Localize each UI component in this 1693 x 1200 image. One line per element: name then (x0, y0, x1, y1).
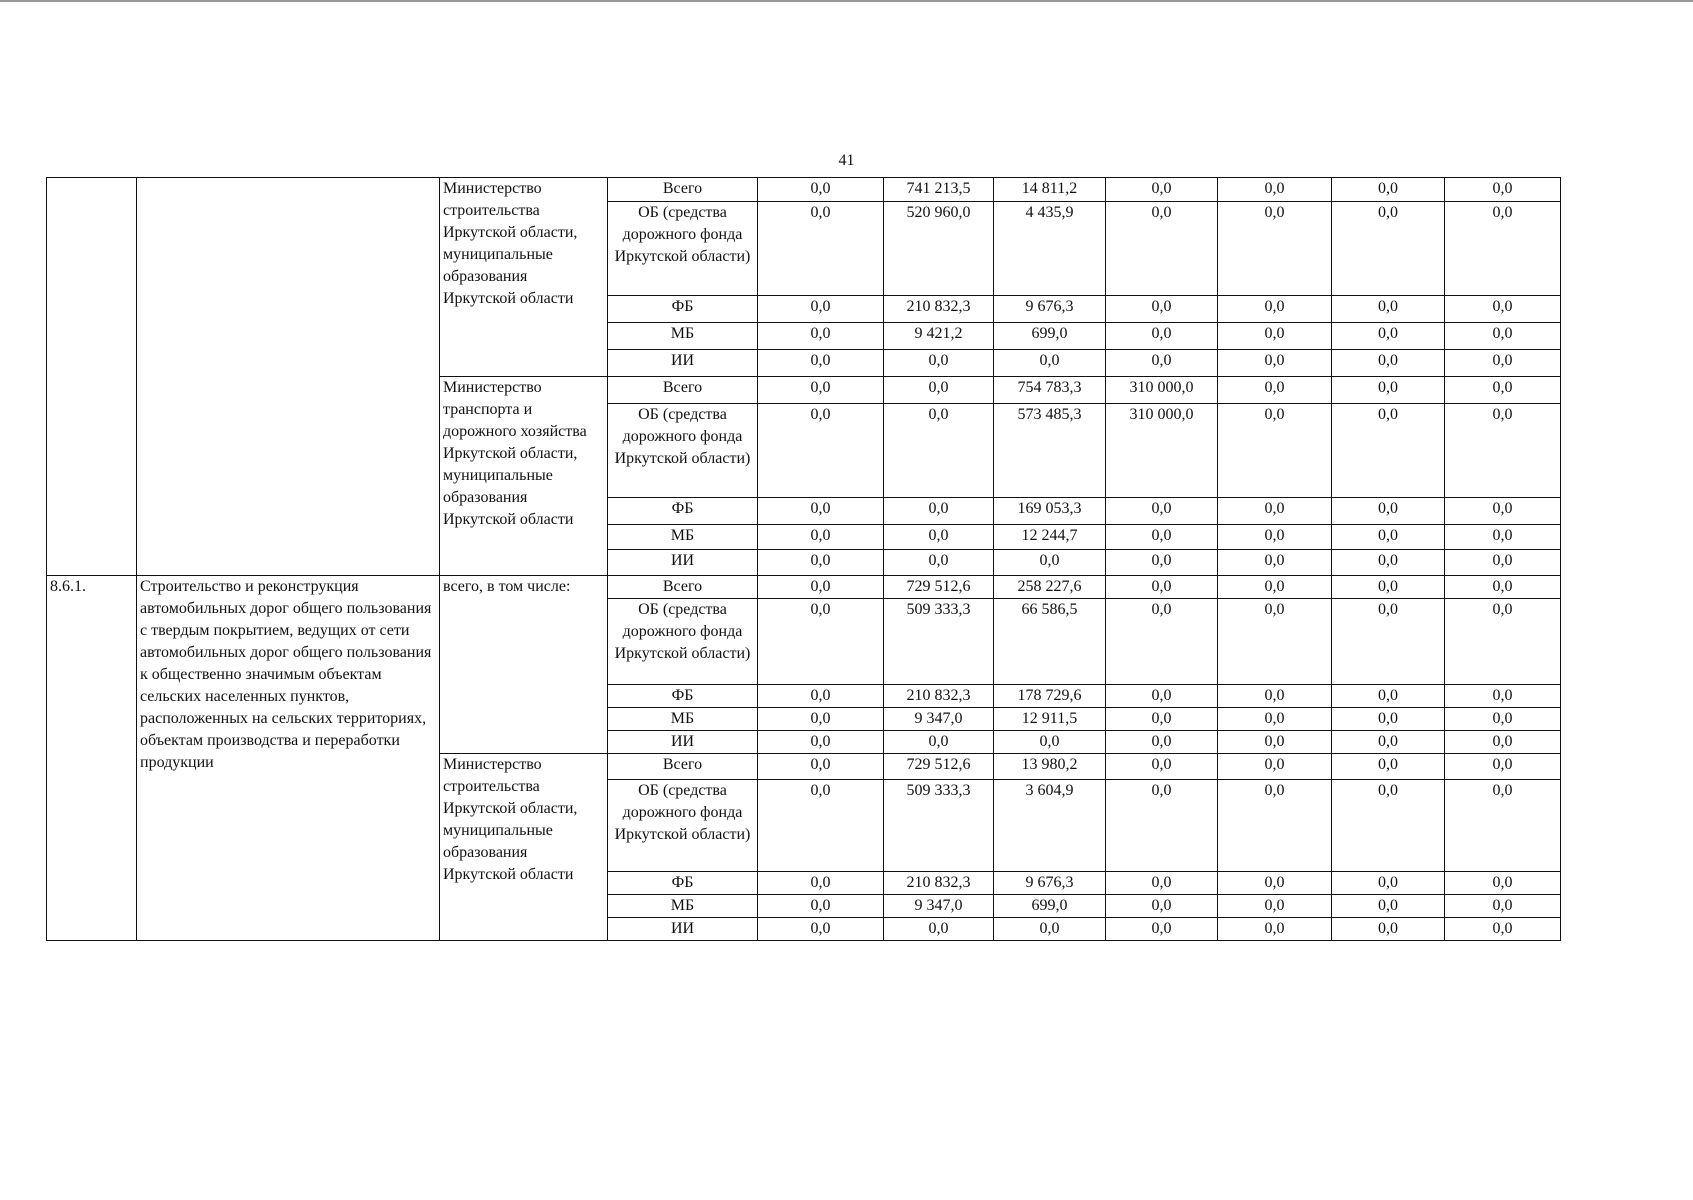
value-cell: 520 960,0 (884, 202, 994, 296)
value-cell: 0,0 (758, 377, 884, 404)
funding-source-cell: ИИ (608, 550, 758, 576)
value-cell: 0,0 (758, 323, 884, 350)
funding-source-cell: ФБ (608, 872, 758, 895)
value-cell: 729 512,6 (884, 576, 994, 599)
value-cell: 0,0 (1445, 780, 1561, 872)
value-cell: 0,0 (1445, 525, 1561, 550)
value-cell: 0,0 (1332, 708, 1445, 731)
value-cell: 258 227,6 (994, 576, 1106, 599)
funding-source-cell: МБ (608, 525, 758, 550)
value-cell: 0,0 (1218, 708, 1332, 731)
funding-source-cell: Всего (608, 178, 758, 202)
executor-cell: Министерство транспорта и дорожного хозяйства Иркутской области, муниципальные образования Иркутской области (440, 377, 608, 576)
budget-table (46, 177, 1561, 941)
value-cell: 0,0 (758, 685, 884, 708)
value-cell: 0,0 (884, 377, 994, 404)
value-cell: 0,0 (1218, 895, 1332, 918)
value-cell: 0,0 (1332, 296, 1445, 323)
value-cell: 0,0 (1332, 178, 1445, 202)
value-cell: 0,0 (1332, 350, 1445, 377)
funding-source-cell: ИИ (608, 350, 758, 377)
value-cell: 509 333,3 (884, 780, 994, 872)
value-cell: 0,0 (1218, 918, 1332, 941)
value-cell: 210 832,3 (884, 685, 994, 708)
value-cell: 0,0 (1445, 350, 1561, 377)
value-cell: 0,0 (1218, 178, 1332, 202)
value-cell: 0,0 (758, 178, 884, 202)
value-cell: 0,0 (1106, 754, 1218, 780)
value-cell: 0,0 (1332, 550, 1445, 576)
funding-source-cell: ИИ (608, 918, 758, 941)
value-cell: 0,0 (1445, 708, 1561, 731)
value-cell: 0,0 (1106, 599, 1218, 685)
value-cell: 0,0 (1218, 780, 1332, 872)
value-cell: 0,0 (758, 780, 884, 872)
value-cell: 0,0 (1445, 296, 1561, 323)
value-cell: 0,0 (1106, 296, 1218, 323)
value-cell: 0,0 (758, 576, 884, 599)
value-cell: 0,0 (1332, 780, 1445, 872)
value-cell: 0,0 (1218, 754, 1332, 780)
value-cell: 0,0 (1332, 404, 1445, 498)
value-cell: 0,0 (1332, 895, 1445, 918)
value-cell: 0,0 (1218, 525, 1332, 550)
value-cell: 0,0 (1445, 918, 1561, 941)
funding-source-cell: МБ (608, 895, 758, 918)
value-cell: 0,0 (758, 599, 884, 685)
value-cell: 0,0 (1445, 404, 1561, 498)
value-cell: 0,0 (1106, 685, 1218, 708)
value-cell: 13 980,2 (994, 754, 1106, 780)
value-cell: 0,0 (1445, 872, 1561, 895)
value-cell: 0,0 (1445, 754, 1561, 780)
value-cell: 9 676,3 (994, 296, 1106, 323)
item-desc-cell: Строительство и реконструкция автомобильных дорог общего пользования с твердым покрытием, ведущих от сети автомобильных дорог общего пользования к общественно значимым объектам сельских населенных пунктов, расположенных на сельских территориях, объектам производства и переработки продукции (137, 576, 440, 941)
value-cell: 0,0 (1106, 895, 1218, 918)
value-cell: 0,0 (1332, 731, 1445, 754)
value-cell: 0,0 (1332, 685, 1445, 708)
value-cell: 0,0 (758, 708, 884, 731)
value-cell: 0,0 (1218, 872, 1332, 895)
value-cell: 0,0 (884, 498, 994, 525)
value-cell: 741 213,5 (884, 178, 994, 202)
value-cell: 0,0 (1218, 576, 1332, 599)
funding-source-cell: Всего (608, 576, 758, 599)
value-cell: 0,0 (1332, 498, 1445, 525)
value-cell: 0,0 (994, 350, 1106, 377)
value-cell: 0,0 (1445, 599, 1561, 685)
value-cell: 12 244,7 (994, 525, 1106, 550)
value-cell: 699,0 (994, 323, 1106, 350)
funding-source-cell: ОБ (средства дорожного фонда Иркутской области) (608, 780, 758, 872)
table-row (47, 576, 1561, 599)
value-cell: 0,0 (1332, 754, 1445, 780)
value-cell: 0,0 (1218, 550, 1332, 576)
value-cell: 0,0 (1445, 323, 1561, 350)
value-cell: 0,0 (1106, 525, 1218, 550)
item-code-cell (47, 178, 137, 576)
value-cell: 0,0 (758, 296, 884, 323)
value-cell: 0,0 (758, 404, 884, 498)
value-cell: 754 783,3 (994, 377, 1106, 404)
value-cell: 0,0 (884, 404, 994, 498)
value-cell: 178 729,6 (994, 685, 1106, 708)
value-cell: 0,0 (758, 550, 884, 576)
value-cell: 0,0 (1106, 576, 1218, 599)
value-cell: 0,0 (1445, 731, 1561, 754)
executor-cell: Министерство строительства Иркутской области, муниципальные образования Иркутской области (440, 178, 608, 377)
value-cell: 0,0 (884, 350, 994, 377)
value-cell: 310 000,0 (1106, 377, 1218, 404)
value-cell: 0,0 (1218, 685, 1332, 708)
value-cell: 9 676,3 (994, 872, 1106, 895)
value-cell: 0,0 (1218, 731, 1332, 754)
value-cell: 0,0 (1218, 498, 1332, 525)
value-cell: 0,0 (994, 918, 1106, 941)
value-cell: 0,0 (758, 498, 884, 525)
value-cell: 0,0 (884, 525, 994, 550)
value-cell: 0,0 (884, 550, 994, 576)
value-cell: 9 347,0 (884, 895, 994, 918)
funding-source-cell: ФБ (608, 685, 758, 708)
value-cell: 0,0 (1332, 576, 1445, 599)
value-cell: 0,0 (1332, 377, 1445, 404)
value-cell: 0,0 (1332, 202, 1445, 296)
funding-source-cell: ФБ (608, 296, 758, 323)
table-body (47, 178, 1561, 941)
value-cell: 0,0 (1218, 202, 1332, 296)
value-cell: 0,0 (1445, 202, 1561, 296)
value-cell: 0,0 (884, 918, 994, 941)
value-cell: 0,0 (1445, 576, 1561, 599)
funding-source-cell: Всего (608, 377, 758, 404)
value-cell: 0,0 (1106, 731, 1218, 754)
value-cell: 0,0 (1332, 599, 1445, 685)
value-cell: 169 053,3 (994, 498, 1106, 525)
value-cell: 0,0 (1106, 202, 1218, 296)
value-cell: 0,0 (758, 895, 884, 918)
value-cell: 0,0 (1106, 178, 1218, 202)
value-cell: 0,0 (758, 872, 884, 895)
funding-source-cell: Всего (608, 754, 758, 780)
value-cell: 9 347,0 (884, 708, 994, 731)
executor-cell: всего, в том числе: (440, 576, 608, 754)
value-cell: 0,0 (884, 731, 994, 754)
value-cell: 66 586,5 (994, 599, 1106, 685)
value-cell: 0,0 (994, 550, 1106, 576)
value-cell: 0,0 (1445, 178, 1561, 202)
funding-source-cell: ФБ (608, 498, 758, 525)
value-cell: 0,0 (1445, 377, 1561, 404)
value-cell: 3 604,9 (994, 780, 1106, 872)
value-cell: 9 421,2 (884, 323, 994, 350)
value-cell: 0,0 (1445, 498, 1561, 525)
value-cell: 310 000,0 (1106, 404, 1218, 498)
value-cell: 0,0 (1218, 599, 1332, 685)
funding-source-cell: ОБ (средства дорожного фонда Иркутской области) (608, 404, 758, 498)
value-cell: 699,0 (994, 895, 1106, 918)
value-cell: 0,0 (1106, 550, 1218, 576)
value-cell: 0,0 (1106, 498, 1218, 525)
value-cell: 0,0 (1106, 323, 1218, 350)
value-cell: 0,0 (1332, 918, 1445, 941)
value-cell: 210 832,3 (884, 296, 994, 323)
funding-source-cell: ИИ (608, 731, 758, 754)
value-cell: 0,0 (758, 731, 884, 754)
value-cell: 0,0 (1332, 872, 1445, 895)
funding-source-cell: ОБ (средства дорожного фонда Иркутской области) (608, 202, 758, 296)
value-cell: 0,0 (1445, 550, 1561, 576)
value-cell: 0,0 (1218, 323, 1332, 350)
item-code-cell: 8.6.1. (47, 576, 137, 941)
value-cell: 12 911,5 (994, 708, 1106, 731)
value-cell: 0,0 (758, 202, 884, 296)
value-cell: 0,0 (1332, 323, 1445, 350)
value-cell: 210 832,3 (884, 872, 994, 895)
value-cell: 4 435,9 (994, 202, 1106, 296)
value-cell: 0,0 (1445, 895, 1561, 918)
value-cell: 0,0 (1106, 350, 1218, 377)
value-cell: 0,0 (1218, 296, 1332, 323)
scan-edge-line (0, 0, 1693, 2)
value-cell: 0,0 (1106, 708, 1218, 731)
value-cell: 0,0 (758, 754, 884, 780)
table-row (47, 178, 1561, 202)
page-number: 41 (838, 152, 855, 169)
value-cell: 729 512,6 (884, 754, 994, 780)
funding-source-cell: МБ (608, 323, 758, 350)
value-cell: 0,0 (1106, 872, 1218, 895)
value-cell: 0,0 (1332, 525, 1445, 550)
value-cell: 14 811,2 (994, 178, 1106, 202)
executor-cell: Министерство строительства Иркутской области, муниципальные образования Иркутской области (440, 754, 608, 941)
value-cell: 0,0 (758, 525, 884, 550)
value-cell: 509 333,3 (884, 599, 994, 685)
value-cell: 0,0 (1218, 377, 1332, 404)
value-cell: 0,0 (758, 918, 884, 941)
value-cell: 0,0 (1218, 350, 1332, 377)
value-cell: 0,0 (1218, 404, 1332, 498)
value-cell: 0,0 (758, 350, 884, 377)
item-desc-cell (137, 178, 440, 576)
value-cell: 573 485,3 (994, 404, 1106, 498)
value-cell: 0,0 (1106, 918, 1218, 941)
value-cell: 0,0 (994, 731, 1106, 754)
value-cell: 0,0 (1445, 685, 1561, 708)
funding-source-cell: ОБ (средства дорожного фонда Иркутской области) (608, 599, 758, 685)
value-cell: 0,0 (1106, 780, 1218, 872)
funding-source-cell: МБ (608, 708, 758, 731)
